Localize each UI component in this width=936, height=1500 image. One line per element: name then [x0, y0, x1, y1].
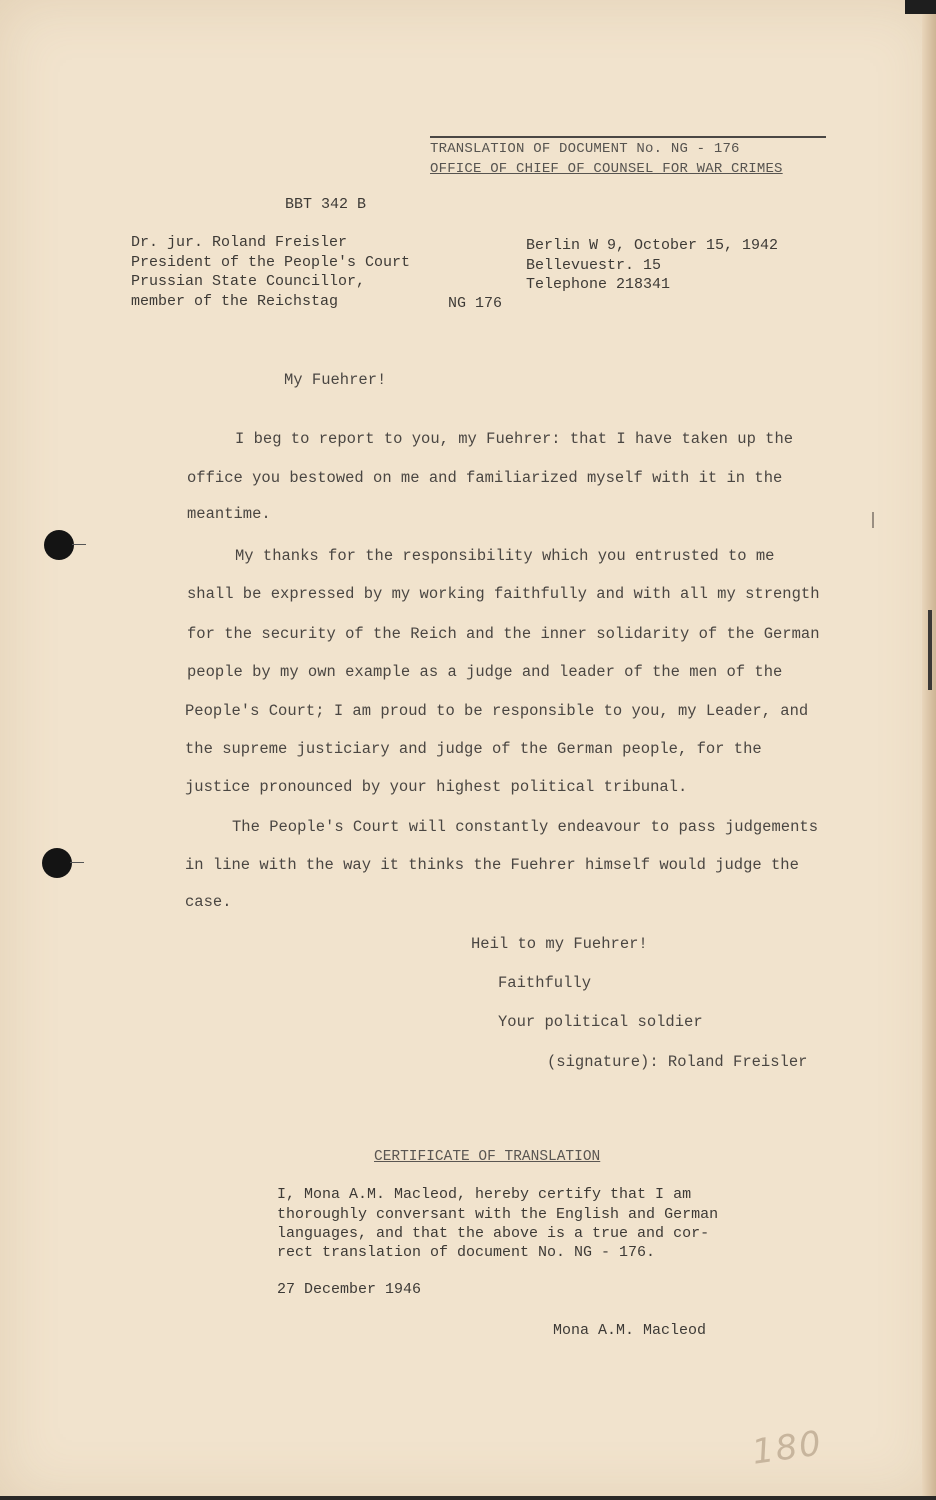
- body-line: I beg to report to you, my Fuehrer: that I have taken up the: [235, 430, 794, 448]
- body-line: justice pronounced by your highest political tribunal.: [185, 778, 688, 796]
- body-line: People's Court; I am proud to be responsible to you, my Leader, and: [185, 702, 809, 720]
- certificate-title: CERTIFICATE OF TRANSLATION: [374, 1149, 601, 1165]
- punch-hole-bottom: [42, 848, 72, 878]
- scan-corner: [905, 0, 936, 14]
- certificate-line: rect translation of document No. NG - 176.: [277, 1244, 656, 1261]
- punch-hole-top: [44, 530, 74, 560]
- body-line: My thanks for the responsibility which you entrusted to me: [235, 547, 775, 565]
- stray-mark: [872, 512, 874, 528]
- closing-faithfully: Faithfully: [498, 974, 592, 992]
- sender-title: President of the People's Court: [131, 254, 411, 271]
- certificate-signature: Mona A.M. Macleod: [553, 1322, 707, 1339]
- paper-edge: [922, 0, 936, 1500]
- scan-bottom-edge: [0, 1496, 936, 1500]
- certificate-line: I, Mona A.M. Macleod, hereby certify that I am: [277, 1186, 692, 1203]
- body-line: The People's Court will constantly endeavour to pass judgements: [232, 818, 818, 836]
- header-rule: [430, 136, 826, 138]
- body-line: shall be expressed by my working faithfully and with all my strength: [187, 585, 820, 603]
- stray-mark: [928, 610, 932, 690]
- closing-greeting: Heil to my Fuehrer!: [471, 935, 648, 953]
- reference-code: BBT 342 B: [285, 196, 367, 213]
- body-line: meantime.: [187, 505, 271, 523]
- closing-soldier: Your political soldier: [498, 1013, 703, 1031]
- certificate-line: thoroughly conversant with the English and German: [277, 1206, 719, 1223]
- sender-membership: member of the Reichstag: [131, 293, 339, 310]
- certificate-date: 27 December 1946: [277, 1281, 422, 1298]
- sender-office: Prussian State Councillor,: [131, 273, 366, 290]
- certificate-line: languages, and that the above is a true and cor-: [277, 1225, 710, 1242]
- header-line-1: TRANSLATION OF DOCUMENT No. NG - 176: [430, 141, 740, 157]
- address-street: Bellevuestr. 15: [526, 257, 662, 274]
- page-number-pencil: 180: [749, 1423, 826, 1473]
- address-telephone: Telephone 218341: [526, 276, 671, 293]
- salutation: My Fuehrer!: [284, 371, 387, 389]
- body-line: people by my own example as a judge and leader of the men of the: [187, 663, 783, 681]
- body-line: office you bestowed on me and familiarized myself with it in the: [187, 469, 783, 487]
- sender-name: Dr. jur. Roland Freisler: [131, 234, 348, 251]
- body-line: the supreme justiciary and judge of the German people, for the: [185, 740, 762, 758]
- closing-signature: (signature): Roland Freisler: [547, 1053, 808, 1071]
- header-line-2: OFFICE OF CHIEF OF COUNSEL FOR WAR CRIMES: [430, 161, 783, 177]
- document-reference: NG 176: [448, 295, 503, 312]
- body-line: for the security of the Reich and the inner solidarity of the German: [187, 625, 820, 643]
- address-city-date: Berlin W 9, October 15, 1942: [526, 237, 779, 254]
- body-line: in line with the way it thinks the Fuehrer himself would judge the: [185, 856, 799, 874]
- body-line: case.: [185, 893, 232, 911]
